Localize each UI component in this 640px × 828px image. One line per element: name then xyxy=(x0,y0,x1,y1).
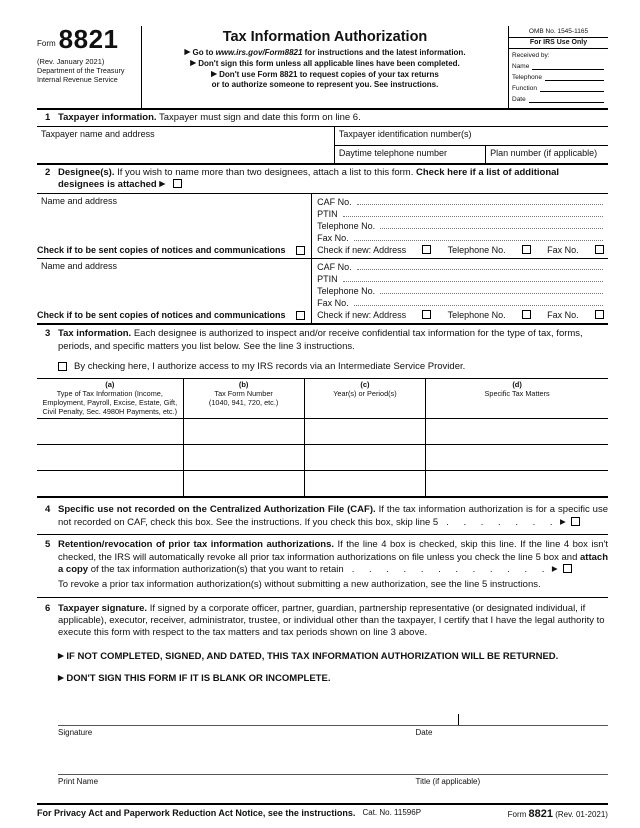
tax-table-cell[interactable] xyxy=(425,419,608,444)
line4-text: If the tax information authorization is for a specific use not recorded on CAF, check this box. See the instructions. If you check this box, skip line 5 xyxy=(58,504,609,528)
col-d-header: (d) Specific Tax Matters xyxy=(425,379,608,419)
irs-function-line xyxy=(540,84,604,92)
additional-designees-checkbox[interactable] xyxy=(173,179,182,188)
form-revision: (Rev. January 2021) xyxy=(37,57,105,67)
tax-table-row xyxy=(37,418,608,444)
check-if-new-label: Check if new: Address xyxy=(317,309,407,320)
col-c-header: (c) Year(s) or Period(s) xyxy=(304,379,426,419)
line6-section xyxy=(37,598,608,640)
taxpayer-tin-label: Taxpayer identification number(s) xyxy=(338,129,472,140)
irs-function-row: Function xyxy=(509,82,608,93)
line2-heading-band xyxy=(37,165,608,194)
department-line: Department of the Treasury xyxy=(37,66,125,76)
bullet1-suffix: for instructions and the latest information. xyxy=(302,48,466,57)
daytime-phone-field[interactable] xyxy=(335,146,485,163)
line3-number: 3 xyxy=(45,328,51,340)
new-fax-label: Fax No. xyxy=(547,244,579,255)
catalog-number: Cat. No. 11596P xyxy=(362,807,422,817)
line3-text: Each designee is authorized to inspect and/or receive confidential tax information for the type of tax, forms, periods, and specific matters you list below. See the line 3 instructions. xyxy=(58,328,583,352)
telephone-no-label: Telephone No. xyxy=(317,286,376,297)
line5-heading: Retention/revocation of prior tax information authorizations. xyxy=(58,539,335,551)
caf-no-label: CAF No. xyxy=(317,197,352,208)
irs-date-line xyxy=(529,95,604,103)
fax-no-label: Fax No. xyxy=(317,298,349,309)
arrow-icon: ▶ xyxy=(560,516,566,526)
line4-number: 4 xyxy=(45,504,51,516)
print-name-line[interactable] xyxy=(58,761,608,775)
irs-use-only-block xyxy=(508,26,608,108)
tax-table-cell[interactable] xyxy=(37,445,183,470)
new-telephone-label: Telephone No. xyxy=(447,309,506,320)
agency-line: Internal Revenue Service xyxy=(37,75,118,85)
col-b-header: (b) Tax Form Number (1040, 941, 720, etc.) xyxy=(183,379,304,419)
tax-table-header-row xyxy=(37,379,608,419)
dot-leader: . . . . . . . . . . . . xyxy=(351,563,548,575)
line2-heading: Designee(s). xyxy=(58,167,115,179)
designee-2-fax-input[interactable] xyxy=(354,297,603,306)
designee-2-new-telephone-checkbox[interactable] xyxy=(522,310,531,319)
designee-1-caf-input[interactable] xyxy=(357,196,603,205)
copies-label: Check if to be sent copies of notices and communications xyxy=(37,310,286,321)
designee-1-fax-input[interactable] xyxy=(354,232,603,241)
arrow-icon: ▶ xyxy=(551,563,558,573)
caf-no-label: CAF No. xyxy=(317,262,352,273)
designee-2-name-field[interactable] xyxy=(37,261,311,271)
line2-number: 2 xyxy=(45,167,51,179)
arrow-icon: ▶ xyxy=(184,47,191,56)
line4-heading: Specific use not recorded on the Centralized Authorization File (CAF). xyxy=(58,504,376,516)
tax-table-cell[interactable] xyxy=(183,445,304,470)
line6-number: 6 xyxy=(45,602,51,614)
tax-table-cell[interactable] xyxy=(425,445,608,470)
designee-2-ptin-input[interactable] xyxy=(343,273,603,282)
designee-name-label: Name and address xyxy=(41,196,118,207)
line5-note: To revoke a prior tax information authorization(s) without submitting a new authorization, see the line 5 instructions. xyxy=(58,579,541,591)
ptin-label: PTIN xyxy=(317,209,338,220)
tax-information-table xyxy=(37,378,608,499)
line3-heading-band xyxy=(37,325,608,354)
designee-2-caf-input[interactable] xyxy=(357,261,603,270)
daytime-phone-label: Daytime telephone number xyxy=(338,148,447,159)
telephone-no-label: Telephone No. xyxy=(317,221,376,232)
line5-number: 5 xyxy=(45,539,51,551)
taxpayer-name-field[interactable] xyxy=(37,127,334,163)
irs-use-only-title: For IRS Use Only xyxy=(509,38,608,49)
taxpayer-tin-field[interactable] xyxy=(335,127,608,146)
designee-2-new-fax-checkbox[interactable] xyxy=(595,310,604,319)
tax-table-cell[interactable] xyxy=(183,419,304,444)
designee-1-copies-checkbox[interactable] xyxy=(296,246,305,255)
line1-number: 1 xyxy=(45,112,51,123)
tax-table-row xyxy=(37,470,608,496)
form-title-block xyxy=(142,26,508,108)
line1-heading-band xyxy=(37,110,608,127)
instruction-bullet-2: ▶ Don't sign this form unless all applicable lines have been completed. xyxy=(190,57,460,68)
fax-no-label: Fax No. xyxy=(317,233,349,244)
plan-number-label: Plan number (if applicable) xyxy=(490,148,598,159)
irs-name-row: Name xyxy=(509,60,608,71)
irs-telephone-line xyxy=(545,73,604,81)
title-label: Title (if applicable) xyxy=(415,776,481,786)
form-word: Form xyxy=(37,39,56,49)
tax-table-cell[interactable] xyxy=(37,471,183,496)
instruction-bullet-3: ▶ Don't use Form 8821 to request copies of your tax returns xyxy=(211,68,439,79)
plan-number-field[interactable] xyxy=(485,146,608,163)
irs-date-row: Date xyxy=(509,93,608,104)
line6-text: If signed by a corporate officer, partner, guardian, partnership representative (or designated individual, if applicable), executor, receiver, administrator, trustee, or individual other than the taxpayer, I certify that I have the legal authority to execute this form with respect to the tax matters and tax periods shown on line 3 above. xyxy=(58,602,605,639)
isp-authorization-row xyxy=(58,361,608,372)
print-name-label: Print Name xyxy=(58,776,99,786)
col-a-header: (a) Type of Tax Information (Income, Employment, Payroll, Excise, Estate, Gift, Civil Penalty, Sec. 4980H Payments, etc.) xyxy=(42,379,178,417)
warning-blank: ▶ DON'T SIGN THIS FORM IF IT IS BLANK OR INCOMPLETE. xyxy=(58,672,331,684)
check-if-new-label: Check if new: Address xyxy=(317,244,407,255)
taxpayer-info-grid xyxy=(37,127,608,165)
line5-text1: If the line 4 box is checked, skip this line. If the line 4 box isn't checked, the IRS will automatically revoke all prior tax information authorizations on file unless you check the line 5 box and xyxy=(58,539,608,563)
date-label: Date xyxy=(415,727,433,737)
line3-heading: Tax information. xyxy=(58,328,132,340)
designee-1-name-field[interactable] xyxy=(37,196,311,206)
designee-1-ptin-input[interactable] xyxy=(343,208,603,217)
line1-text: Taxpayer must sign and date this form on line 6. xyxy=(159,112,361,123)
tax-table-cell[interactable] xyxy=(37,419,183,444)
line6-heading: Taxpayer signature. xyxy=(58,602,148,614)
line2-text: If you wish to name more than two designees, attach a list to this form. xyxy=(114,167,417,179)
instruction-bullet-1 xyxy=(148,48,502,59)
designee-1-new-telephone-checkbox[interactable] xyxy=(522,245,531,254)
form-footer xyxy=(37,803,608,820)
designee-2-new-address-checkbox[interactable] xyxy=(422,310,431,319)
tax-table-cell[interactable] xyxy=(425,471,608,496)
designee-1-telephone-input[interactable] xyxy=(380,220,603,229)
tax-table-cell[interactable] xyxy=(183,471,304,496)
arrow-icon: ▶ xyxy=(58,672,64,682)
instruction-bullet-4: or to authorize someone to represent you. See instructions. xyxy=(211,80,439,90)
form-number: 8821 xyxy=(58,24,119,54)
line5-text2: of the tax information authorization(s) that you want to retain xyxy=(88,563,344,575)
designee-1-new-address-checkbox[interactable] xyxy=(422,245,431,254)
new-telephone-label: Telephone No. xyxy=(447,244,506,255)
designee-2-copies-checkbox[interactable] xyxy=(296,311,305,320)
designee-name-label: Name and address xyxy=(41,261,118,272)
irs-telephone-row: Telephone xyxy=(509,71,608,82)
taxpayer-name-label: Taxpayer name and address xyxy=(41,129,155,140)
form-id-block xyxy=(37,26,142,108)
form-header xyxy=(37,26,608,110)
irs-name-line xyxy=(532,62,604,70)
line5-bold-phrase: attach a copy xyxy=(58,551,608,575)
signature-date-divider xyxy=(458,714,459,725)
signature-line[interactable] xyxy=(58,712,608,726)
omb-number: OMB No. 1545-1165 xyxy=(509,26,608,38)
designee-2-block xyxy=(37,259,608,325)
arrow-icon: ▶ xyxy=(58,650,64,660)
tax-table-cell[interactable] xyxy=(304,471,426,496)
line5-checkbox[interactable] xyxy=(563,564,572,573)
isp-checkbox[interactable] xyxy=(58,362,67,371)
arrow-icon: ▶ xyxy=(190,57,196,67)
form-title: Tax Information Authorization xyxy=(222,29,428,45)
designee-1-new-fax-checkbox[interactable] xyxy=(595,245,604,254)
line2-check-text: Check here if a list of additional designees is attached xyxy=(58,167,560,191)
line1-heading: Taxpayer information. xyxy=(58,112,157,123)
form-url-link[interactable]: www.irs.gov/Form8821 xyxy=(215,48,303,57)
arrow-icon: ▶ xyxy=(211,68,217,78)
line4-checkbox[interactable] xyxy=(571,517,580,526)
line5-section xyxy=(37,535,608,597)
arrow-icon: ▶ xyxy=(159,179,166,189)
warning-returned: ▶ IF NOT COMPLETED, SIGNED, AND DATED, THIS TAX INFORMATION AUTHORIZATION WILL BE RETURNED. xyxy=(58,650,559,662)
irs-received-by-row: Received by: xyxy=(512,52,550,59)
designee-2-telephone-input[interactable] xyxy=(380,285,603,294)
tax-table-row xyxy=(37,444,608,470)
line4-section xyxy=(37,498,608,535)
privacy-act-notice: For Privacy Act and Paperwork Reduction Act Notice, see the instructions. xyxy=(37,807,356,818)
isp-text: By checking here, I authorize access to my IRS records via an Intermediate Service Provider. xyxy=(74,360,466,372)
signature-label: Signature xyxy=(58,727,93,737)
copies-label: Check if to be sent copies of notices and communications xyxy=(37,245,286,256)
new-fax-label: Fax No. xyxy=(547,309,579,320)
tax-table-cell[interactable] xyxy=(304,419,426,444)
ptin-label: PTIN xyxy=(317,274,338,285)
bullet1-prefix: Go to xyxy=(192,48,216,57)
tax-table-cell[interactable] xyxy=(304,445,426,470)
designee-1-block xyxy=(37,194,608,259)
dot-leader: . . . . . . . xyxy=(446,516,557,528)
footer-form-id: Form 8821 (Rev. 01-2021) xyxy=(507,807,608,820)
